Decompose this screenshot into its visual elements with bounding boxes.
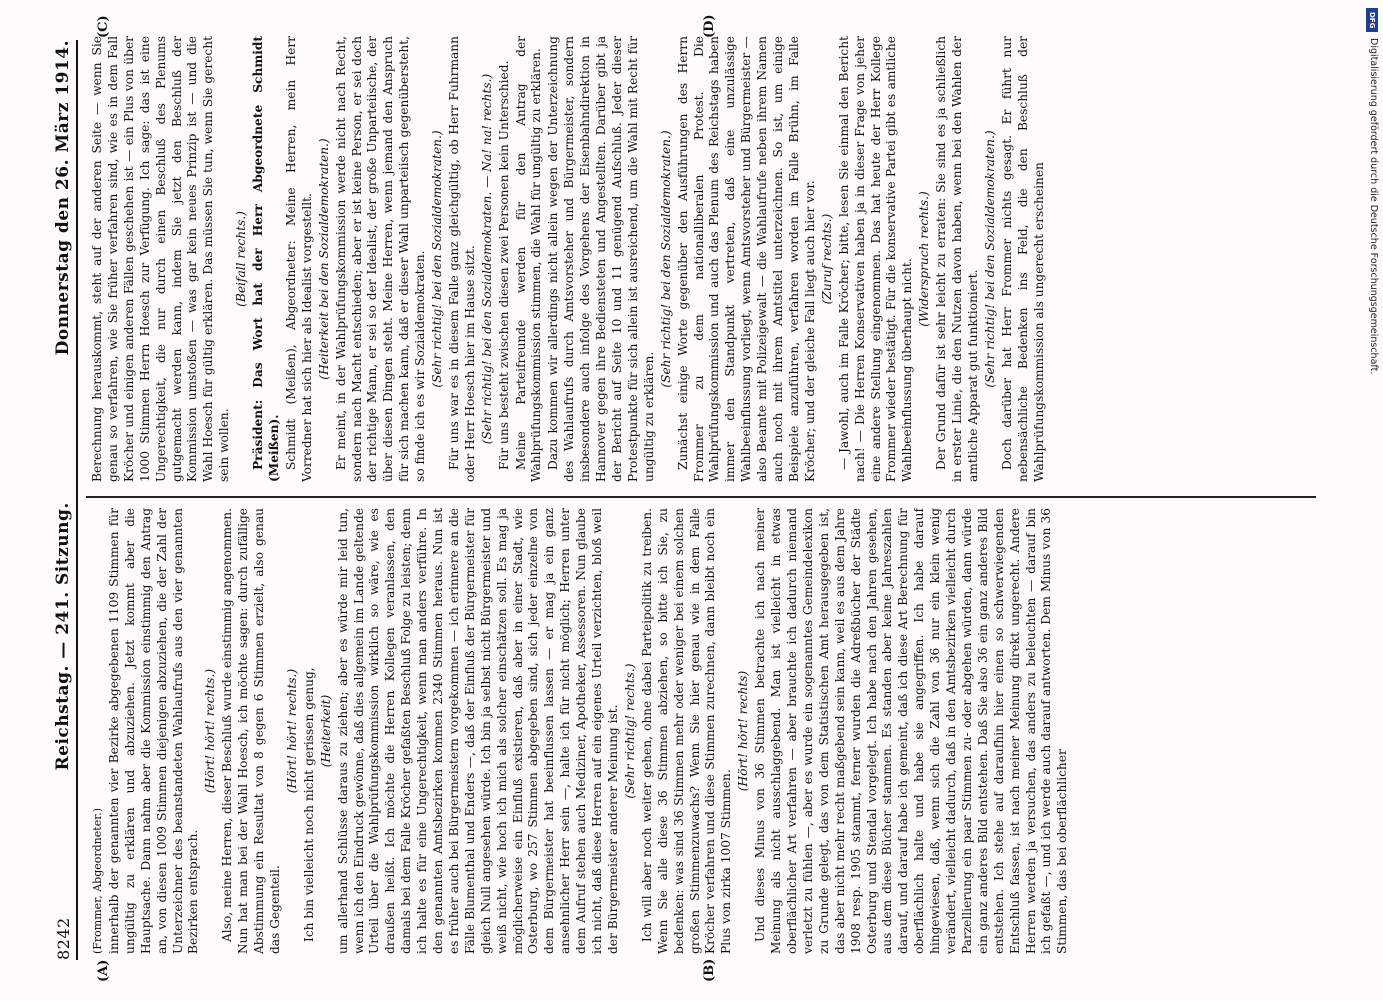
paragraph: Meine Parteifreunde werden für den Antrag der Wahlprüfungskommission stimmen, die Wahl für ungültig zu erklären. — [513, 36, 544, 482]
digitization-credit: Digitalisierung gefördert durch die Deutsche Forschungsgemeinschaft. — [1368, 38, 1379, 375]
column-divider — [86, 497, 1316, 499]
interjection: (Hört! hört! rechts.) — [203, 668, 218, 794]
paragraph: Berechnung herauskommt, steht auf der anderen Seite — wenn Sie genau so verfahren, wie Sie früher verfahren sind, wie es in dem Fall Kröcher und einigen anderen Fällen geschehen ist — ein Plus von über 1000 Stimmen Herrn Hoesch zur Verfügung. Ich sage: das ist eine Ungerechtigkeit, die nur durch einen Beschluß des Plenums gutgemacht werden kann, indem Sie jetzt den Beschluß der Kommission umstoßen — was gar kein neues Prinzip ist — und die Wahl Hoesch für gültig erklären. Das müssen Sie tun, wenn Sie gerecht sein wollen. — [90, 36, 232, 482]
header-left-title: Reichstag. — 241. Sitzung. — [53, 502, 73, 771]
paragraph: Zunächst einige Worte gegenüber den Ausführungen des Herrn Frommer zu dem nationalliberalen Protest. Die Wahlprüfungskommission und auch das Plenum des Reichstags haben immer den Standpunkt vertreten, daß eine unzulässige Wahlbeeinflussung vorliegt, wenn Amtsvorsteher und Bürgermeister — also Beamte mit Polizeigewalt — die Wahlaufrufe neben ihrem Namen auch noch mit ihrem Amtstitel unterzeichnen. So ist, um einige Beispiele anzuführen, verfahren worden im Falle Brühn, im Falle Kröcher; und der gleiche Fall liegt auch hier vor. — [675, 36, 817, 482]
paragraph: — Jawohl, auch im Falle Kröcher; bitte, lesen Sie einmal den Bericht nach! — Die Herren Konservativen haben ja in dieser Frage von jeher eine andere Stellung eingenommen. Das hat heute der Herr Kollege Frommer wieder bestätigt. Für die konservative Partei gibt es amtliche Wahlbeeinflussung überhaupt nicht. — [836, 36, 915, 482]
paragraph: Und dieses Minus von 36 Stimmen betrachte ich nach meiner Meinung als nicht ausschlaggebend. Man ist vielleicht in etwas oberflächlicher Art verfahren — aber brauchte ich dadurch niemand verletzt zu fühlen —, aber es wurde ein sogenanntes Gemeindelexikon zu Grunde gelegt, das von dem Statistischen Amt herausgegeben ist, das aber nicht mehr recht maßgebend sein kann, weil es aus dem Jahre 1908 resp. 1905 stammt, ferner wurden die Adreßbücher der Städte Osterburg und Stendal vorgelegt. Ich habe nach den Jahren gesehen, aus dem diese Bücher stammen. Es standen aber keine Jahreszahlen darauf, und darauf habe ich gemeint, daß ich diese Art Berechnung für oberflächlich halte und habe sie angegriffen. Ich habe darauf hingewiesen, daß, wenn sich die Zahl von 36 nur ein klein wenig verändert, vielleicht dadurch, daß in den Amtsbezirken vielleicht durch Parzellierung ein paar Stimmen zu- oder abgehen würden, dann würde ein ganz anderes Bild entstehen. Daß Sie also 36 ein ganz anderes Bild entstehen. Ich stehe auf daraufhin hier einen so schwerwiegenden Entschluß fassen, ist nach meiner Meinung direkt ungerecht. Andere Herren werden ja versuchen, das anders zu beleuchten — darauf bin ich gefaßt —, und ich werde auch darauf antworten. Dem Minus von 36 Stimmen, das bei oberflächlicher — [753, 508, 1070, 954]
paragraph: Er meint, in der Wahlprüfungskommission werde nicht nach Recht, sondern nach Macht entschieden; aber er ist keine Person, er sei doch der richtige Mann, er sei so der Idealist, der große Unparteiische, der über diesen Dingen steht. Meine Herren, wenn jemand den Anspruch für sich machen kann, daß er dieser Wahl unparteiisch gegenübersteht, so finde ich es wir Sozialdemokraten. — [333, 36, 428, 482]
paragraph: Für uns war es in diesem Falle ganz gleichgültig, ob Herr Fuhrmann oder Herr Hoesch hier im Hause sitzt. — [446, 36, 477, 482]
interjection: (Heiterkeit bei den Sozialdemokraten.) — [316, 138, 331, 380]
interjection: (Heiterkeit) — [318, 694, 333, 768]
paragraph: Also, meine Herren, dieser Beschluß wurde einstimmig angenommen. Nun hat man bei der Wahl Hoesch, ich möchte sagen: durch zufällige Abstimmung ein Resultat von 8 gegen 6 Stimmen erzielt, also genau das Gegenteil. — [220, 508, 282, 954]
interjection: (Sehr richtig! bei den Sozialdemokraten.) — [658, 130, 673, 388]
margin-mark-b: (B) — [702, 958, 717, 982]
paragraph: um allerhand Schlüsse daraus zu ziehen; aber es würde mir leid tun, wenn ich den Eindruck gewönne, daß dies allgemein im Lande geltende Urteil über die Wahlprüfungskommission wirklich so wäre, wie es draußen heißt. Ich möchte die Herren Kollegen veranlassen, den damals bei dem Falle Kröcher gefaßten Beschluß Folge zu leisten; denn ich halte es für eine Ungerechtigkeit, wenn man anders verführe. In den genannten Amtsbezirken kommen 2340 Stimmen heraus. Nun ist es früher auch bei Bürgermeistern vorgekommen — ich erinnere an die Fälle Blumenthal und Enders —, daß der Einfluß der Bürgermeister für gleich Null angesehen würde. Ich bin ja selbst nicht Bürgermeister und weiß nicht, wie hoch ich mich als solcher einschätzen soll. Es mag ja möglicherweise ein Einfluß existieren, daß aber in einer Stadt, wie Osterburg, wo 257 Stimmen abgegeben sind, sich jeder einzelne von dem Bürgermeister hat beeinflussen lassen — er mag ja ein ganz ansehnlicher Herr sein —, halte ich für nicht möglich; Herren unter dem Aufruf stehen auch Mediziner, Apotheker, Assessoren. Nun glaube ich nicht, daß diese Herren auf ein eigenes Urteil verzichten, bloß weil der Bürgermeister anderer Meinung ist. — [335, 508, 620, 954]
margin-mark-d: (D) — [702, 14, 717, 38]
interjection: (Sehr richtig! bei den Sozialdemokraten.) — [982, 130, 997, 388]
running-header — [50, 40, 78, 960]
paragraph: innerhalb der genannten vier Bezirke abgegebenen 1109 Stimmen für ungültig zu erklären und abzuziehen. Jetzt kommt aber die Hauptsache. Dann nahm aber die Kommission einstimmig den Antrag an, von diesen 1009 Stimmen diejenigen abzuziehen, die der Zahl der Unterzeichner des beanstandeten Wahlaufrufs aus den vier genannten Bezirken entsprach. — [106, 508, 201, 954]
interjection: (Sehr richtig! rechts.) — [622, 663, 637, 799]
speaker-tag: (Frommer, Abgeordneter.) — [91, 807, 104, 954]
paragraph: Schmidt (Meißen), Abgeordneter: Meine Herren, mein Herr Vorredner hat sich hier als Idealist vorgestellt. — [283, 36, 314, 482]
dfg-logo-icon: DFG — [1366, 8, 1378, 32]
right-column — [90, 36, 1315, 482]
interjection: (Widerspruch rechts.) — [917, 191, 932, 327]
margin-mark-a: (A) — [96, 959, 111, 982]
president-remark: Präsident: Das Wort hat der Herr Abgeordnete Schmidt (Meißen). — [251, 36, 281, 482]
page-number: 8242 — [53, 917, 73, 960]
interjection: (Hört! hört! rechts) — [736, 670, 751, 792]
interjection: (Beifall rechts.) — [234, 211, 249, 307]
paragraph: Der Grund dafür ist sehr leicht zu erraten: Sie sind es ja schließlich in erster Linie, die den Nutzen davon haben, wenn bei den Wahlen der amtliche Apparat gut funktioniert. — [934, 36, 980, 482]
header-right-title: Donnerstag den 26. März 1914. — [53, 40, 73, 356]
paragraph: Dazu kommen wir allerdings nicht allein wegen der Unterzeichnung des Wahlaufrufs durch Amtsvorsteher und Bürgermeister, sondern insbesondere auch infolge des Vorgehens der Eisenbahndirektion in Hannover gegen ihre Bediensteten und Angestellten. Darüber gibt ja der Bericht auf Seite 10 und 11 genügend Aufschluß. Jeder dieser Protestpunkte für sich allein ist ausreichend, um die Wahl mit Recht für ungültig zu erklären. — [546, 36, 656, 482]
paragraph: Für uns besteht zwischen diesen zwei Personen kein Unterschied. — [496, 60, 511, 470]
paragraph: Ich bin vielleicht noch nicht gerissen genug, — [301, 667, 316, 942]
left-column — [90, 508, 1315, 954]
interjection: (Hört! hört! rechts.) — [284, 668, 299, 794]
interjection: (Zuruf rechts.) — [819, 213, 834, 305]
paragraph: Ich will aber noch weiter gehen, ohne dabei Parteipolitik zu treiben. Wenn Sie alle diese 36 Stimmen abziehen, so bitte ich Sie, zu bedenken: was sind 36 Stimmen mehr oder weniger bei einem solchen großen Stimmenzuwachs? Wenn Sie hier genau wie in dem Falle Kröcher verfahren und diese Stimmen zurechnen, dann bleibt noch ein Plus von zirka 1007 Stimmen. — [639, 508, 734, 954]
paragraph: Doch darüber hat Herr Frommer nichts gesagt. Er führt nur nebensächliche Bedenken ins Feld, die den Beschluß der Wahlprüfungskommission als ungerecht erscheinen — [999, 36, 1046, 482]
margin-mark-c: (C) — [96, 15, 111, 38]
interjection: (Sehr richtig! bei den Sozialdemokraten.) — [430, 130, 445, 388]
interjection: (Sehr richtig! bei den Sozialdemokraten. — Na! na! rechts.) — [479, 73, 494, 445]
